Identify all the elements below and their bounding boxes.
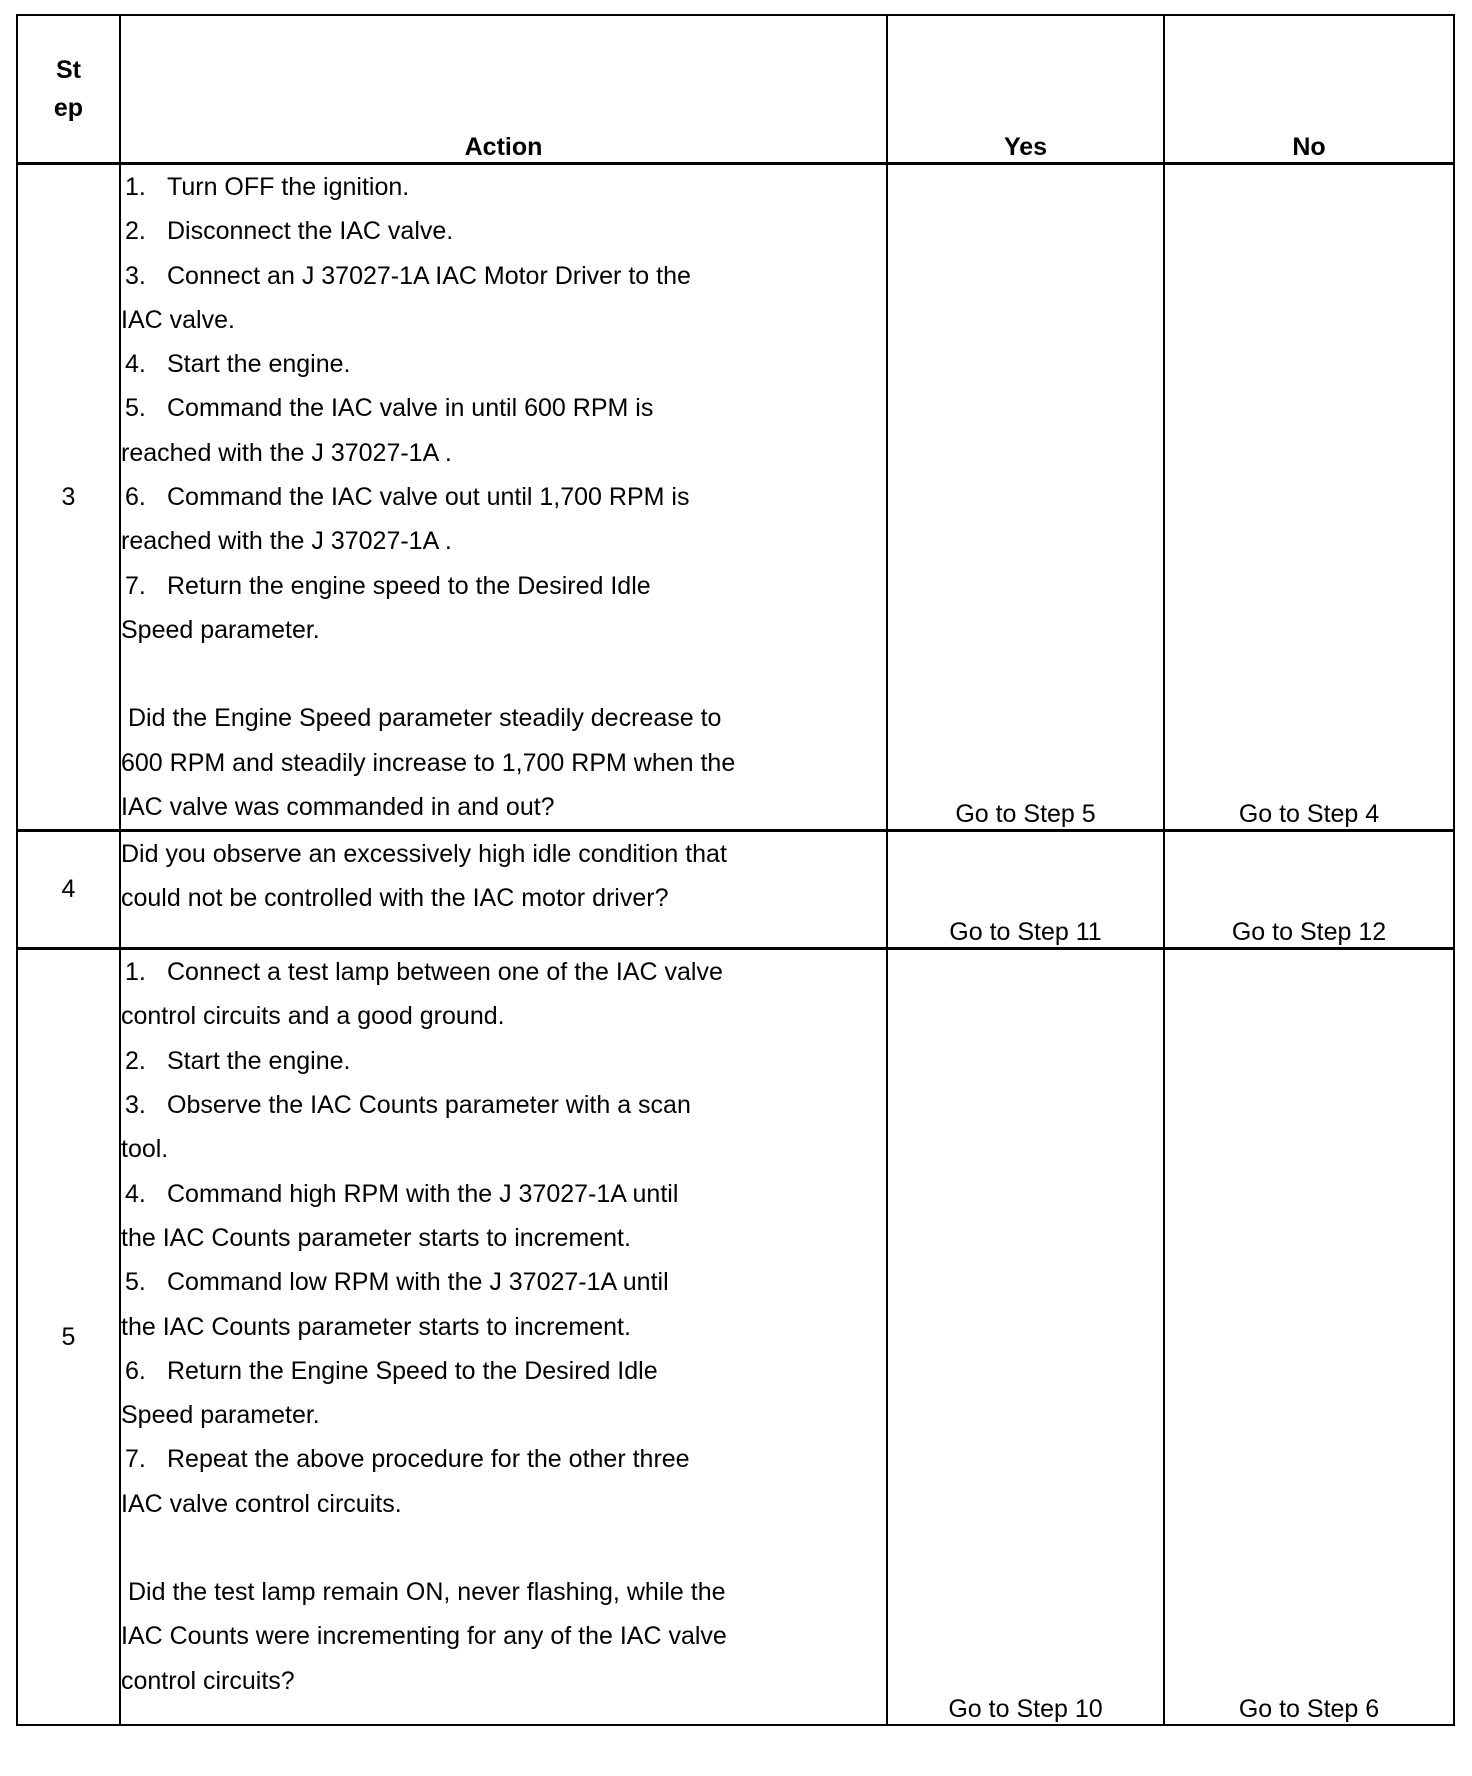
action-step-item: 5. Command the IAC valve in until 600 RPM is [125,394,654,423]
action-step-item: 4. Start the engine. [125,350,351,379]
action-step-item: 5. Command low RPM with the J 37027-1A until [125,1268,669,1297]
action-step-continuation: Speed parameter. [121,1401,320,1430]
action-cell [120,831,887,949]
table-row-step-5 [17,949,1454,1726]
no-result: Go to Step 6 [1238,1695,1380,1724]
header-row [17,15,1454,164]
action-step-item: 1. Connect a test lamp between one of the IAC valve [125,958,723,987]
question-line: could not be controlled with the IAC motor driver? [121,884,669,913]
action-step-item: 6. Return the Engine Speed to the Desired Idle [125,1356,658,1385]
action-column-header: Action [120,15,887,164]
step-column-header [17,15,120,164]
no-result: Go to Step 12 [1231,918,1387,947]
action-step-continuation: tool. [121,1135,169,1164]
action-step-continuation: reached with the J 37027-1A . [121,527,452,556]
action-step-continuation: control circuits and a good ground. [121,1002,505,1031]
action-step-continuation: the IAC Counts parameter starts to increment. [121,1312,631,1341]
spacer [121,652,886,696]
table-row-step-3 [17,164,1454,831]
step-header-line2: ep [53,94,84,122]
yes-cell [887,949,1164,1726]
diagnostic-table [16,14,1455,1726]
question-line: control circuits? [121,1666,295,1695]
action-step-continuation: Speed parameter. [121,615,320,644]
question-line: Did the Engine Speed parameter steadily decrease to [128,704,722,733]
action-step-item: 4. Command high RPM with the J 37027-1A until [125,1179,679,1208]
question-line: Did the test lamp remain ON, never flashing, while the [128,1578,726,1607]
spacer [121,1526,886,1570]
question-line: IAC Counts were incrementing for any of the IAC valve [121,1622,727,1651]
action-cell [120,949,887,1726]
action-step-item: 7. Return the engine speed to the Desired Idle [125,571,651,600]
yes-result: Go to Step 5 [955,800,1096,829]
action-step-continuation: IAC valve control circuits. [121,1489,402,1518]
question-line: IAC valve was commanded in and out? [121,792,555,821]
table-row-step-4 [17,831,1454,949]
yes-cell [887,831,1164,949]
action-step-item: 2. Disconnect the IAC valve. [125,217,454,246]
no-cell [1164,831,1454,949]
action-step-continuation: the IAC Counts parameter starts to increment. [121,1223,631,1252]
step-header-line1: St [56,56,81,84]
step-number: 3 [17,164,120,831]
step-number: 5 [17,949,120,1726]
question-line: 600 RPM and steadily increase to 1,700 RPM when the [121,748,736,777]
action-step-item: 2. Start the engine. [125,1046,351,1075]
action-step-item: 3. Observe the IAC Counts parameter with a scan [125,1091,691,1120]
action-step-item: 6. Command the IAC valve out until 1,700 RPM is [125,483,690,512]
no-column-header: No [1164,15,1454,164]
no-cell [1164,164,1454,831]
yes-column-header: Yes [887,15,1164,164]
yes-result: Go to Step 11 [949,918,1102,947]
action-step-item: 3. Connect an J 37027-1A IAC Motor Driver to the [125,261,691,290]
action-cell [120,164,887,831]
no-result: Go to Step 4 [1238,800,1380,829]
action-step-continuation: reached with the J 37027-1A . [121,438,452,467]
action-step-continuation: IAC valve. [121,305,235,334]
step-number: 4 [17,831,120,949]
no-cell [1164,949,1454,1726]
action-step-item: 7. Repeat the above procedure for the other three [125,1445,690,1474]
yes-result: Go to Step 10 [948,1695,1103,1724]
yes-cell [887,164,1164,831]
question-line: Did you observe an excessively high idle condition that [121,840,727,869]
action-step-item: 1. Turn OFF the ignition. [125,173,410,201]
